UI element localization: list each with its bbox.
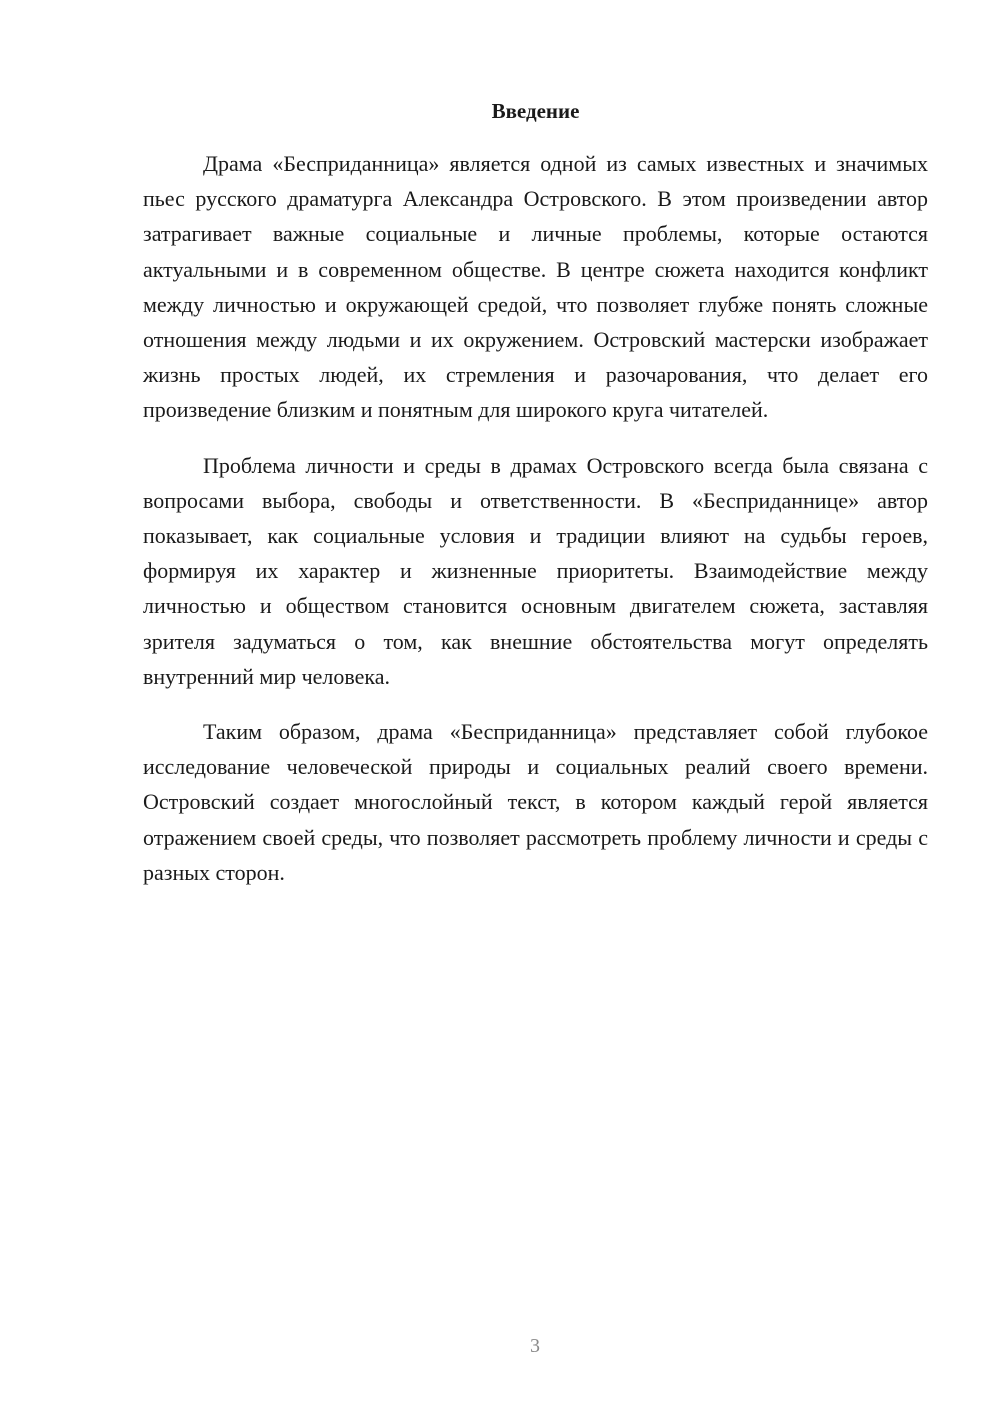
- paragraph-2: Проблема личности и среды в драмах Островского всегда была связана с вопросами выбора, свободы и ответственности. В «Бесприданнице» автор показывает, как социальные условия и традиции влияют на судьбы героев, формируя их характер и жизненные приоритеты. Взаимодействие между личностью и обществом становится основным двигателем сюжета, заставляя зрителя задуматься о том, как внешние обстоятельства могут определять внутренний мир человека.: [143, 452, 928, 689]
- paragraph-1: Драма «Бесприданница» является одной из самых известных и значимых пьес русского драматурга Александра Островского. В этом произведении автор затрагивает важные социальные и личные проблемы, которые остаются актуальными и в современном обществе. В центре сюжета находится конфликт между личностью и окружающей средой, что позволяет глубже понять сложные отношения между людьми и их окружением. Островский мастерски изображает жизнь простых людей, их стремления и разочарования, что делает его произведение близким и понятным для широкого круга читателей.: [143, 151, 928, 423]
- page-content: [143, 96, 928, 910]
- page-number: 3: [530, 1335, 540, 1357]
- section-heading: Введение: [491, 99, 580, 123]
- paragraph-3: Таким образом, драма «Бесприданница» представляет собой глубокое исследование человеческой природы и социальных реалий своего времени. Островский создает многослойный текст, в котором каждый герой является отражением своей среды, что позволяет рассмотреть проблему личности и среды с разных сторон.: [143, 719, 928, 885]
